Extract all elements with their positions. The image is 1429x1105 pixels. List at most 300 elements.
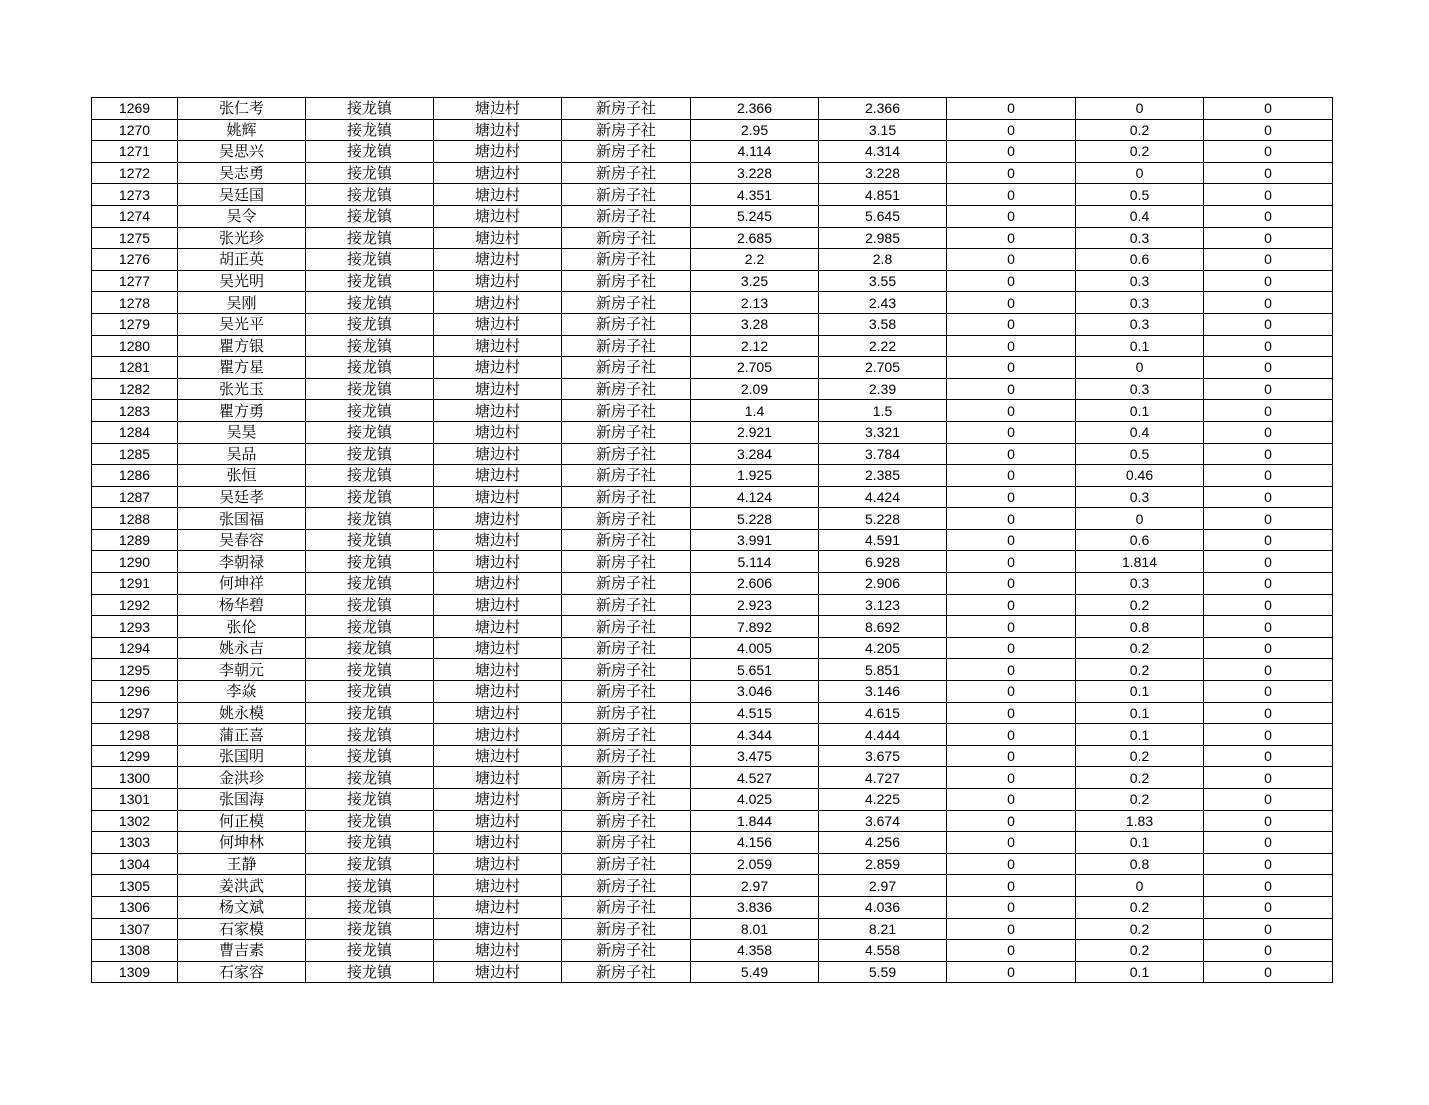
village-cell: 塘边村 [434, 961, 562, 983]
value-e-cell: 0 [1204, 508, 1333, 530]
value-a-cell: 5.49 [691, 961, 819, 983]
table-row [92, 357, 1333, 379]
value-a-cell: 3.284 [691, 443, 819, 465]
value-e-cell: 0 [1204, 465, 1333, 487]
village-cell: 塘边村 [434, 940, 562, 962]
town-cell: 接龙镇 [306, 249, 434, 271]
row-number-cell: 1295 [92, 659, 178, 681]
village-cell: 塘边村 [434, 659, 562, 681]
village-cell: 塘边村 [434, 702, 562, 724]
value-a-cell: 4.344 [691, 724, 819, 746]
value-b-cell: 2.366 [819, 98, 947, 120]
table-row [92, 681, 1333, 703]
value-a-cell: 2.12 [691, 335, 819, 357]
value-c-cell: 0 [947, 378, 1076, 400]
village-cell: 塘边村 [434, 853, 562, 875]
village-cell: 塘边村 [434, 357, 562, 379]
value-e-cell: 0 [1204, 896, 1333, 918]
row-number-cell: 1275 [92, 227, 178, 249]
value-a-cell: 3.046 [691, 681, 819, 703]
group-cell: 新房子社 [562, 702, 691, 724]
value-b-cell: 4.444 [819, 724, 947, 746]
name-cell: 何正模 [178, 810, 306, 832]
value-d-cell: 0 [1076, 162, 1204, 184]
value-e-cell: 0 [1204, 637, 1333, 659]
town-cell: 接龙镇 [306, 724, 434, 746]
group-cell: 新房子社 [562, 594, 691, 616]
row-number-cell: 1290 [92, 551, 178, 573]
value-b-cell: 4.225 [819, 789, 947, 811]
value-e-cell: 0 [1204, 486, 1333, 508]
village-cell: 塘边村 [434, 832, 562, 854]
group-cell: 新房子社 [562, 508, 691, 530]
village-cell: 塘边村 [434, 184, 562, 206]
name-cell: 吴光平 [178, 313, 306, 335]
name-cell: 张光珍 [178, 227, 306, 249]
value-b-cell: 2.39 [819, 378, 947, 400]
row-number-cell: 1304 [92, 853, 178, 875]
value-c-cell: 0 [947, 357, 1076, 379]
table-row [92, 227, 1333, 249]
value-a-cell: 2.685 [691, 227, 819, 249]
village-cell: 塘边村 [434, 335, 562, 357]
group-cell: 新房子社 [562, 637, 691, 659]
value-a-cell: 5.245 [691, 205, 819, 227]
town-cell: 接龙镇 [306, 465, 434, 487]
name-cell: 何坤祥 [178, 573, 306, 595]
name-cell: 姚辉 [178, 119, 306, 141]
name-cell: 吴昊 [178, 421, 306, 443]
table-row [92, 184, 1333, 206]
value-a-cell: 3.228 [691, 162, 819, 184]
group-cell: 新房子社 [562, 162, 691, 184]
group-cell: 新房子社 [562, 616, 691, 638]
table-row [92, 810, 1333, 832]
row-number-cell: 1308 [92, 940, 178, 962]
value-a-cell: 2.95 [691, 119, 819, 141]
village-cell: 塘边村 [434, 573, 562, 595]
name-cell: 姜洪武 [178, 875, 306, 897]
value-c-cell: 0 [947, 745, 1076, 767]
name-cell: 曹吉素 [178, 940, 306, 962]
table-row [92, 421, 1333, 443]
value-d-cell: 0.2 [1076, 918, 1204, 940]
village-cell: 塘边村 [434, 486, 562, 508]
value-b-cell: 2.43 [819, 292, 947, 314]
name-cell: 李朝禄 [178, 551, 306, 573]
name-cell: 姚永模 [178, 702, 306, 724]
village-cell: 塘边村 [434, 681, 562, 703]
value-c-cell: 0 [947, 702, 1076, 724]
value-b-cell: 2.906 [819, 573, 947, 595]
value-b-cell: 4.424 [819, 486, 947, 508]
group-cell: 新房子社 [562, 443, 691, 465]
value-b-cell: 4.205 [819, 637, 947, 659]
name-cell: 张仁考 [178, 98, 306, 120]
name-cell: 杨华碧 [178, 594, 306, 616]
town-cell: 接龙镇 [306, 918, 434, 940]
town-cell: 接龙镇 [306, 119, 434, 141]
value-b-cell: 3.123 [819, 594, 947, 616]
town-cell: 接龙镇 [306, 205, 434, 227]
group-cell: 新房子社 [562, 659, 691, 681]
value-c-cell: 0 [947, 918, 1076, 940]
value-a-cell: 2.09 [691, 378, 819, 400]
name-cell: 瞿方银 [178, 335, 306, 357]
value-d-cell: 0.5 [1076, 443, 1204, 465]
value-b-cell: 4.314 [819, 141, 947, 163]
data-table [91, 97, 1333, 983]
value-d-cell: 0.1 [1076, 400, 1204, 422]
group-cell: 新房子社 [562, 141, 691, 163]
table-body [92, 98, 1333, 983]
row-number-cell: 1287 [92, 486, 178, 508]
value-b-cell: 4.558 [819, 940, 947, 962]
table-row [92, 853, 1333, 875]
value-c-cell: 0 [947, 551, 1076, 573]
town-cell: 接龙镇 [306, 141, 434, 163]
value-b-cell: 3.674 [819, 810, 947, 832]
value-c-cell: 0 [947, 853, 1076, 875]
town-cell: 接龙镇 [306, 594, 434, 616]
row-number-cell: 1279 [92, 313, 178, 335]
village-cell: 塘边村 [434, 227, 562, 249]
value-b-cell: 4.591 [819, 529, 947, 551]
table-row [92, 508, 1333, 530]
town-cell: 接龙镇 [306, 681, 434, 703]
row-number-cell: 1298 [92, 724, 178, 746]
village-cell: 塘边村 [434, 421, 562, 443]
value-b-cell: 2.705 [819, 357, 947, 379]
value-d-cell: 0 [1076, 98, 1204, 120]
value-c-cell: 0 [947, 421, 1076, 443]
value-b-cell: 6.928 [819, 551, 947, 573]
village-cell: 塘边村 [434, 789, 562, 811]
table-row [92, 659, 1333, 681]
row-number-cell: 1280 [92, 335, 178, 357]
town-cell: 接龙镇 [306, 313, 434, 335]
town-cell: 接龙镇 [306, 853, 434, 875]
value-a-cell: 2.705 [691, 357, 819, 379]
town-cell: 接龙镇 [306, 421, 434, 443]
name-cell: 何坤林 [178, 832, 306, 854]
village-cell: 塘边村 [434, 400, 562, 422]
row-number-cell: 1299 [92, 745, 178, 767]
group-cell: 新房子社 [562, 810, 691, 832]
value-e-cell: 0 [1204, 270, 1333, 292]
value-b-cell: 2.97 [819, 875, 947, 897]
table-row [92, 335, 1333, 357]
value-c-cell: 0 [947, 486, 1076, 508]
value-b-cell: 3.321 [819, 421, 947, 443]
value-d-cell: 0.2 [1076, 119, 1204, 141]
value-d-cell: 0.3 [1076, 270, 1204, 292]
name-cell: 蒲正喜 [178, 724, 306, 746]
value-a-cell: 2.059 [691, 853, 819, 875]
village-cell: 塘边村 [434, 249, 562, 271]
town-cell: 接龙镇 [306, 335, 434, 357]
row-number-cell: 1283 [92, 400, 178, 422]
group-cell: 新房子社 [562, 529, 691, 551]
row-number-cell: 1291 [92, 573, 178, 595]
group-cell: 新房子社 [562, 551, 691, 573]
value-b-cell: 4.851 [819, 184, 947, 206]
row-number-cell: 1282 [92, 378, 178, 400]
value-a-cell: 4.025 [691, 789, 819, 811]
value-a-cell: 7.892 [691, 616, 819, 638]
town-cell: 接龙镇 [306, 400, 434, 422]
table-row [92, 443, 1333, 465]
value-a-cell: 2.921 [691, 421, 819, 443]
value-d-cell: 0.8 [1076, 616, 1204, 638]
value-d-cell: 0.3 [1076, 378, 1204, 400]
name-cell: 吴思兴 [178, 141, 306, 163]
value-d-cell: 0 [1076, 357, 1204, 379]
value-b-cell: 5.228 [819, 508, 947, 530]
value-e-cell: 0 [1204, 335, 1333, 357]
value-e-cell: 0 [1204, 810, 1333, 832]
table-row [92, 961, 1333, 983]
group-cell: 新房子社 [562, 357, 691, 379]
town-cell: 接龙镇 [306, 443, 434, 465]
village-cell: 塘边村 [434, 205, 562, 227]
value-d-cell: 0.1 [1076, 702, 1204, 724]
village-cell: 塘边村 [434, 745, 562, 767]
value-d-cell: 0.1 [1076, 961, 1204, 983]
row-number-cell: 1301 [92, 789, 178, 811]
value-c-cell: 0 [947, 141, 1076, 163]
value-e-cell: 0 [1204, 832, 1333, 854]
value-a-cell: 1.925 [691, 465, 819, 487]
table-row [92, 616, 1333, 638]
value-e-cell: 0 [1204, 141, 1333, 163]
value-c-cell: 0 [947, 270, 1076, 292]
table-row [92, 745, 1333, 767]
value-a-cell: 3.475 [691, 745, 819, 767]
value-d-cell: 0.1 [1076, 724, 1204, 746]
value-d-cell: 0.4 [1076, 205, 1204, 227]
value-b-cell: 5.851 [819, 659, 947, 681]
value-e-cell: 0 [1204, 767, 1333, 789]
value-c-cell: 0 [947, 227, 1076, 249]
value-d-cell: 0.2 [1076, 659, 1204, 681]
name-cell: 张恒 [178, 465, 306, 487]
group-cell: 新房子社 [562, 98, 691, 120]
name-cell: 杨文斌 [178, 896, 306, 918]
table-row [92, 98, 1333, 120]
value-c-cell: 0 [947, 594, 1076, 616]
value-a-cell: 4.114 [691, 141, 819, 163]
value-e-cell: 0 [1204, 249, 1333, 271]
table-row [92, 573, 1333, 595]
value-b-cell: 2.859 [819, 853, 947, 875]
value-b-cell: 3.15 [819, 119, 947, 141]
value-d-cell: 0.46 [1076, 465, 1204, 487]
value-a-cell: 2.2 [691, 249, 819, 271]
name-cell: 吴品 [178, 443, 306, 465]
table-row [92, 378, 1333, 400]
row-number-cell: 1270 [92, 119, 178, 141]
value-e-cell: 0 [1204, 875, 1333, 897]
name-cell: 胡正英 [178, 249, 306, 271]
row-number-cell: 1273 [92, 184, 178, 206]
row-number-cell: 1297 [92, 702, 178, 724]
value-b-cell: 4.036 [819, 896, 947, 918]
value-e-cell: 0 [1204, 724, 1333, 746]
value-b-cell: 3.675 [819, 745, 947, 767]
value-b-cell: 2.22 [819, 335, 947, 357]
name-cell: 张伦 [178, 616, 306, 638]
value-b-cell: 8.692 [819, 616, 947, 638]
town-cell: 接龙镇 [306, 659, 434, 681]
value-c-cell: 0 [947, 681, 1076, 703]
value-e-cell: 0 [1204, 421, 1333, 443]
value-c-cell: 0 [947, 789, 1076, 811]
value-b-cell: 4.256 [819, 832, 947, 854]
name-cell: 吴令 [178, 205, 306, 227]
table-row [92, 313, 1333, 335]
group-cell: 新房子社 [562, 789, 691, 811]
value-e-cell: 0 [1204, 961, 1333, 983]
value-e-cell: 0 [1204, 745, 1333, 767]
value-e-cell: 0 [1204, 443, 1333, 465]
village-cell: 塘边村 [434, 594, 562, 616]
value-e-cell: 0 [1204, 551, 1333, 573]
row-number-cell: 1278 [92, 292, 178, 314]
row-number-cell: 1300 [92, 767, 178, 789]
row-number-cell: 1289 [92, 529, 178, 551]
table-row [92, 875, 1333, 897]
town-cell: 接龙镇 [306, 616, 434, 638]
value-a-cell: 2.97 [691, 875, 819, 897]
value-c-cell: 0 [947, 637, 1076, 659]
table-row [92, 940, 1333, 962]
value-c-cell: 0 [947, 724, 1076, 746]
value-e-cell: 0 [1204, 616, 1333, 638]
value-d-cell: 0.8 [1076, 853, 1204, 875]
name-cell: 李焱 [178, 681, 306, 703]
village-cell: 塘边村 [434, 875, 562, 897]
town-cell: 接龙镇 [306, 767, 434, 789]
row-number-cell: 1274 [92, 205, 178, 227]
table-row [92, 465, 1333, 487]
group-cell: 新房子社 [562, 853, 691, 875]
value-c-cell: 0 [947, 659, 1076, 681]
group-cell: 新房子社 [562, 184, 691, 206]
row-number-cell: 1303 [92, 832, 178, 854]
village-cell: 塘边村 [434, 443, 562, 465]
town-cell: 接龙镇 [306, 162, 434, 184]
group-cell: 新房子社 [562, 767, 691, 789]
value-a-cell: 4.527 [691, 767, 819, 789]
value-c-cell: 0 [947, 940, 1076, 962]
group-cell: 新房子社 [562, 227, 691, 249]
value-c-cell: 0 [947, 961, 1076, 983]
town-cell: 接龙镇 [306, 832, 434, 854]
value-a-cell: 8.01 [691, 918, 819, 940]
value-c-cell: 0 [947, 896, 1076, 918]
value-e-cell: 0 [1204, 594, 1333, 616]
value-b-cell: 4.727 [819, 767, 947, 789]
table-row [92, 832, 1333, 854]
value-e-cell: 0 [1204, 184, 1333, 206]
name-cell: 张光玉 [178, 378, 306, 400]
town-cell: 接龙镇 [306, 270, 434, 292]
town-cell: 接龙镇 [306, 810, 434, 832]
table-row [92, 529, 1333, 551]
value-c-cell: 0 [947, 249, 1076, 271]
value-e-cell: 0 [1204, 162, 1333, 184]
town-cell: 接龙镇 [306, 378, 434, 400]
value-a-cell: 2.923 [691, 594, 819, 616]
value-d-cell: 0.1 [1076, 335, 1204, 357]
value-d-cell: 0.2 [1076, 745, 1204, 767]
town-cell: 接龙镇 [306, 292, 434, 314]
value-d-cell: 0.6 [1076, 249, 1204, 271]
value-a-cell: 4.005 [691, 637, 819, 659]
value-a-cell: 3.836 [691, 896, 819, 918]
value-d-cell: 0.2 [1076, 594, 1204, 616]
value-c-cell: 0 [947, 767, 1076, 789]
value-e-cell: 0 [1204, 292, 1333, 314]
value-a-cell: 1.844 [691, 810, 819, 832]
value-a-cell: 1.4 [691, 400, 819, 422]
value-e-cell: 0 [1204, 400, 1333, 422]
village-cell: 塘边村 [434, 810, 562, 832]
group-cell: 新房子社 [562, 400, 691, 422]
town-cell: 接龙镇 [306, 573, 434, 595]
name-cell: 吴志勇 [178, 162, 306, 184]
row-number-cell: 1285 [92, 443, 178, 465]
group-cell: 新房子社 [562, 875, 691, 897]
value-a-cell: 4.358 [691, 940, 819, 962]
value-b-cell: 2.985 [819, 227, 947, 249]
table-row [92, 205, 1333, 227]
village-cell: 塘边村 [434, 378, 562, 400]
group-cell: 新房子社 [562, 205, 691, 227]
value-e-cell: 0 [1204, 529, 1333, 551]
value-a-cell: 4.156 [691, 832, 819, 854]
name-cell: 石家模 [178, 918, 306, 940]
row-number-cell: 1284 [92, 421, 178, 443]
value-b-cell: 1.5 [819, 400, 947, 422]
village-cell: 塘边村 [434, 119, 562, 141]
group-cell: 新房子社 [562, 335, 691, 357]
village-cell: 塘边村 [434, 141, 562, 163]
group-cell: 新房子社 [562, 465, 691, 487]
value-e-cell: 0 [1204, 702, 1333, 724]
row-number-cell: 1293 [92, 616, 178, 638]
group-cell: 新房子社 [562, 724, 691, 746]
village-cell: 塘边村 [434, 529, 562, 551]
table-row [92, 767, 1333, 789]
value-e-cell: 0 [1204, 918, 1333, 940]
row-number-cell: 1306 [92, 896, 178, 918]
value-e-cell: 0 [1204, 659, 1333, 681]
value-b-cell: 3.58 [819, 313, 947, 335]
name-cell: 王静 [178, 853, 306, 875]
village-cell: 塘边村 [434, 767, 562, 789]
value-c-cell: 0 [947, 616, 1076, 638]
value-e-cell: 0 [1204, 940, 1333, 962]
value-d-cell: 0.1 [1076, 832, 1204, 854]
name-cell: 吴廷国 [178, 184, 306, 206]
village-cell: 塘边村 [434, 637, 562, 659]
town-cell: 接龙镇 [306, 940, 434, 962]
name-cell: 吴光明 [178, 270, 306, 292]
value-b-cell: 5.645 [819, 205, 947, 227]
row-number-cell: 1305 [92, 875, 178, 897]
